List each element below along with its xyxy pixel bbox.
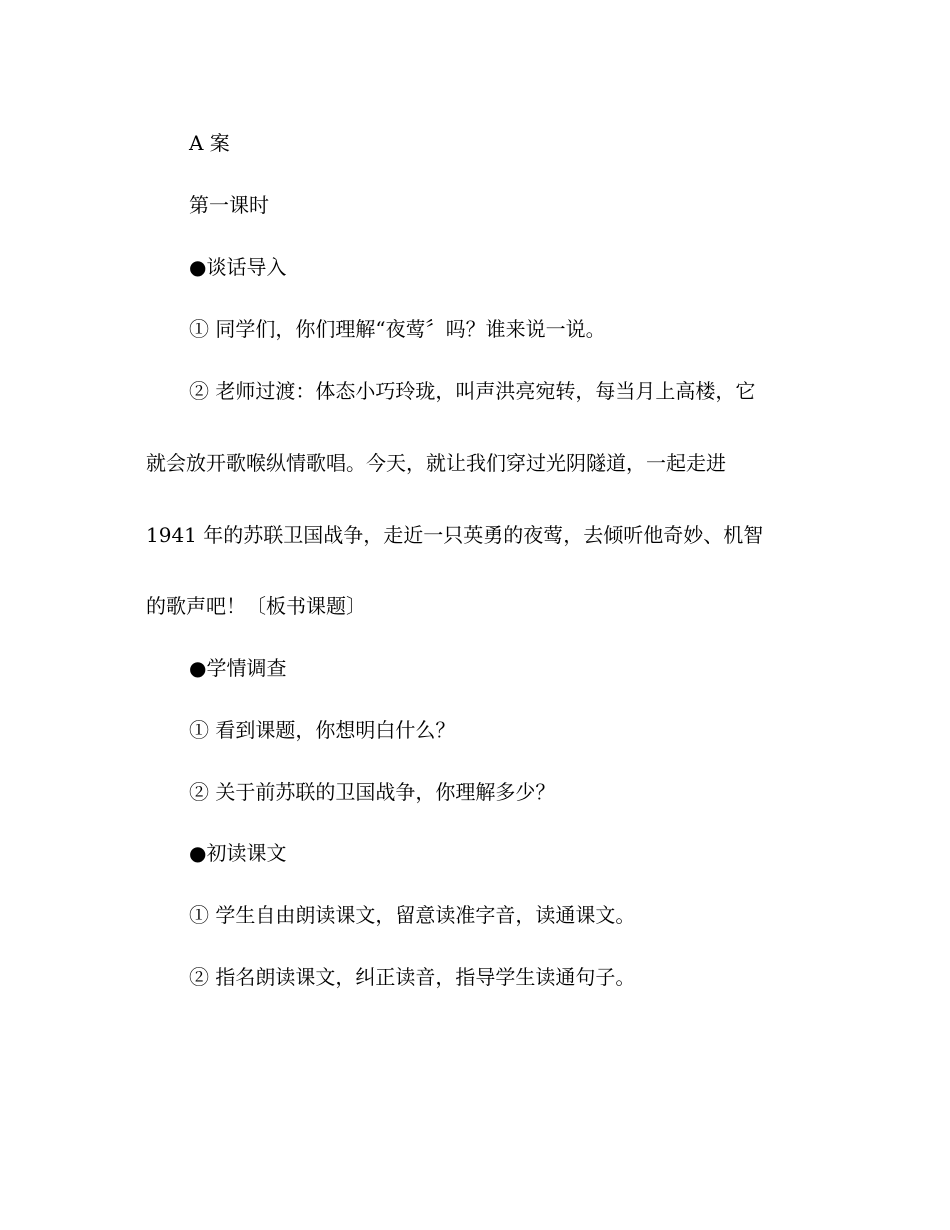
plan-heading: A 案 xyxy=(189,131,230,155)
paragraph-line: 就会放开歌喉纵情歌唱。今天，就让我们穿过光阴隧道，一起走进 xyxy=(146,451,726,475)
paragraph-line: ① 看到课题，你想明白什么？ xyxy=(189,718,456,742)
paragraph-line: 1941 年的苏联卫国战争，走近一只英勇的夜莺，去倾听他奇妙、机智 xyxy=(146,523,764,547)
paragraph-line: ① 学生自由朗读课文，留意读准字音，读通课文。 xyxy=(189,903,636,927)
paragraph-line: 的歌声吧！〔板书课题〕 xyxy=(146,594,366,618)
section-title: ●学情调查 xyxy=(189,656,287,680)
paragraph-line: ② 指名朗读课文，纠正读音，指导学生读通句子。 xyxy=(189,965,636,989)
section-title: ●谈话导入 xyxy=(189,255,287,279)
paragraph-line: ① 同学们，你们理解“夜莺〞吗？谁来说一说。 xyxy=(189,317,606,341)
paragraph-line: ② 关于前苏联的卫国战争，你理解多少？ xyxy=(189,780,556,804)
lesson-title: 第一课时 xyxy=(189,193,269,217)
paragraph-line: ② 老师过渡：体态小巧玲珑，叫声洪亮宛转，每当月上高楼，它 xyxy=(189,379,756,403)
section-title: ●初读课文 xyxy=(189,841,287,865)
